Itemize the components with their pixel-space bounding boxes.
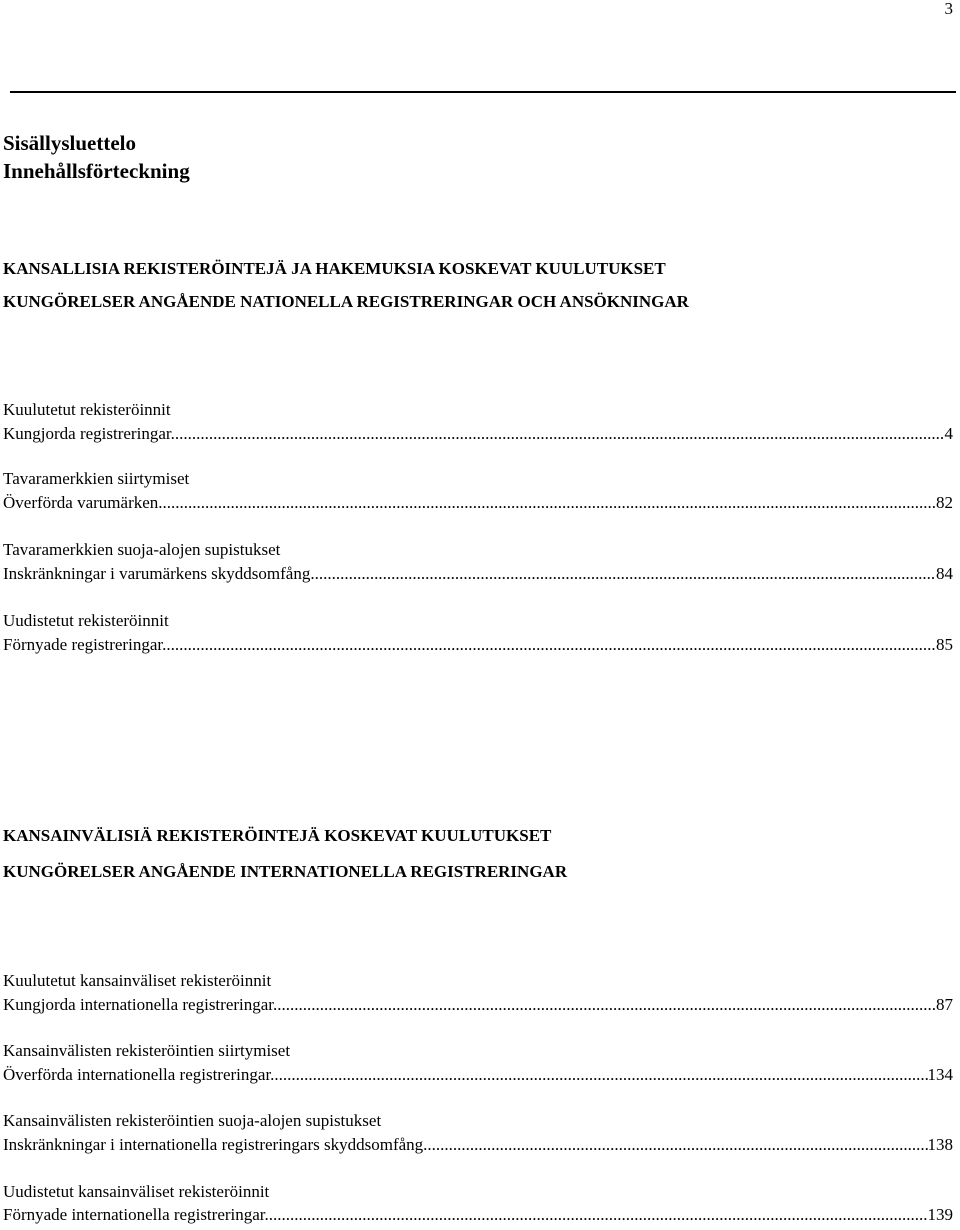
top-rule bbox=[10, 91, 956, 93]
toc-entry-label: Inskränkningar i varumärkens skyddsomfång. bbox=[3, 564, 315, 583]
toc-entry[interactable] bbox=[3, 995, 953, 1015]
toc-entry-subtitle: Tavaramerkkien suoja-alojen supistukset bbox=[3, 540, 281, 559]
section-heading-swedish: KUNGÖRELSER ANGÅENDE INTERNATIONELLA REGISTRERINGAR bbox=[3, 862, 568, 881]
toc-entry-page: 84 bbox=[936, 564, 953, 583]
dot-leader bbox=[269, 1205, 928, 1225]
toc-entry-label: Kungjorda internationella registreringar. bbox=[3, 995, 278, 1014]
section-heading-swedish: KUNGÖRELSER ANGÅENDE NATIONELLA REGISTRERINGAR OCH ANSÖKNINGAR bbox=[3, 292, 689, 311]
dot-leader bbox=[274, 1065, 927, 1085]
toc-entry[interactable] bbox=[3, 493, 953, 513]
toc-entry[interactable] bbox=[3, 1065, 953, 1085]
toc-entry-page: 139 bbox=[927, 1205, 953, 1224]
toc-entry-page: 134 bbox=[927, 1065, 953, 1084]
toc-entry-label: Förnyade registreringar. bbox=[3, 635, 167, 654]
toc-entry-page: 4 bbox=[944, 424, 953, 443]
toc-entry-page: 87 bbox=[936, 995, 953, 1014]
toc-entry[interactable] bbox=[3, 1135, 953, 1155]
toc-entry-subtitle: Kuulutetut rekisteröinnit bbox=[3, 400, 171, 419]
dot-leader bbox=[163, 493, 936, 513]
toc-entry[interactable] bbox=[3, 1205, 953, 1225]
toc-entry-page: 82 bbox=[936, 493, 953, 512]
page-number: 3 bbox=[944, 0, 953, 18]
dot-leader bbox=[175, 424, 945, 444]
toc-entry[interactable] bbox=[3, 424, 953, 444]
toc-entry-subtitle: Tavaramerkkien siirtymiset bbox=[3, 469, 190, 488]
toc-entry-subtitle: Kuulutetut kansainväliset rekisteröinnit bbox=[3, 971, 272, 990]
toc-title-swedish: Innehållsförteckning bbox=[3, 159, 190, 183]
toc-entry-label: Förnyade internationella registreringar. bbox=[3, 1205, 269, 1224]
toc-entry-page: 138 bbox=[927, 1135, 953, 1154]
toc-entry-label: Inskränkningar i internationella registreringars skyddsomfång bbox=[3, 1135, 424, 1154]
dot-leader bbox=[315, 564, 936, 584]
toc-entry-subtitle: Uudistetut kansainväliset rekisteröinnit bbox=[3, 1182, 270, 1201]
dot-leader bbox=[277, 995, 936, 1015]
toc-entry-label: Kungjorda registreringar. bbox=[3, 424, 175, 443]
toc-entry[interactable] bbox=[3, 564, 953, 584]
toc-entry-label: Överförda internationella registreringar. bbox=[3, 1065, 275, 1084]
toc-entry-page: 85 bbox=[936, 635, 953, 654]
section-heading-finnish: KANSAINVÄLISIÄ REKISTERÖINTEJÄ KOSKEVAT KUULUTUKSET bbox=[3, 826, 552, 845]
toc-entry-subtitle: Uudistetut rekisteröinnit bbox=[3, 611, 169, 630]
toc-entry[interactable] bbox=[3, 635, 953, 655]
toc-entry-subtitle: Kansainvälisten rekisteröintien suoja-alojen supistukset bbox=[3, 1111, 382, 1130]
dot-leader bbox=[166, 635, 936, 655]
toc-entry-subtitle: Kansainvälisten rekisteröintien siirtymiset bbox=[3, 1041, 291, 1060]
section-heading-finnish: KANSALLISIA REKISTERÖINTEJÄ JA HAKEMUKSIA KOSKEVAT KUULUTUKSET bbox=[3, 259, 666, 278]
dot-leader bbox=[423, 1135, 927, 1155]
toc-entry-label: Överförda varumärken. bbox=[3, 493, 163, 512]
toc-title-finnish: Sisällysluettelo bbox=[3, 131, 137, 155]
